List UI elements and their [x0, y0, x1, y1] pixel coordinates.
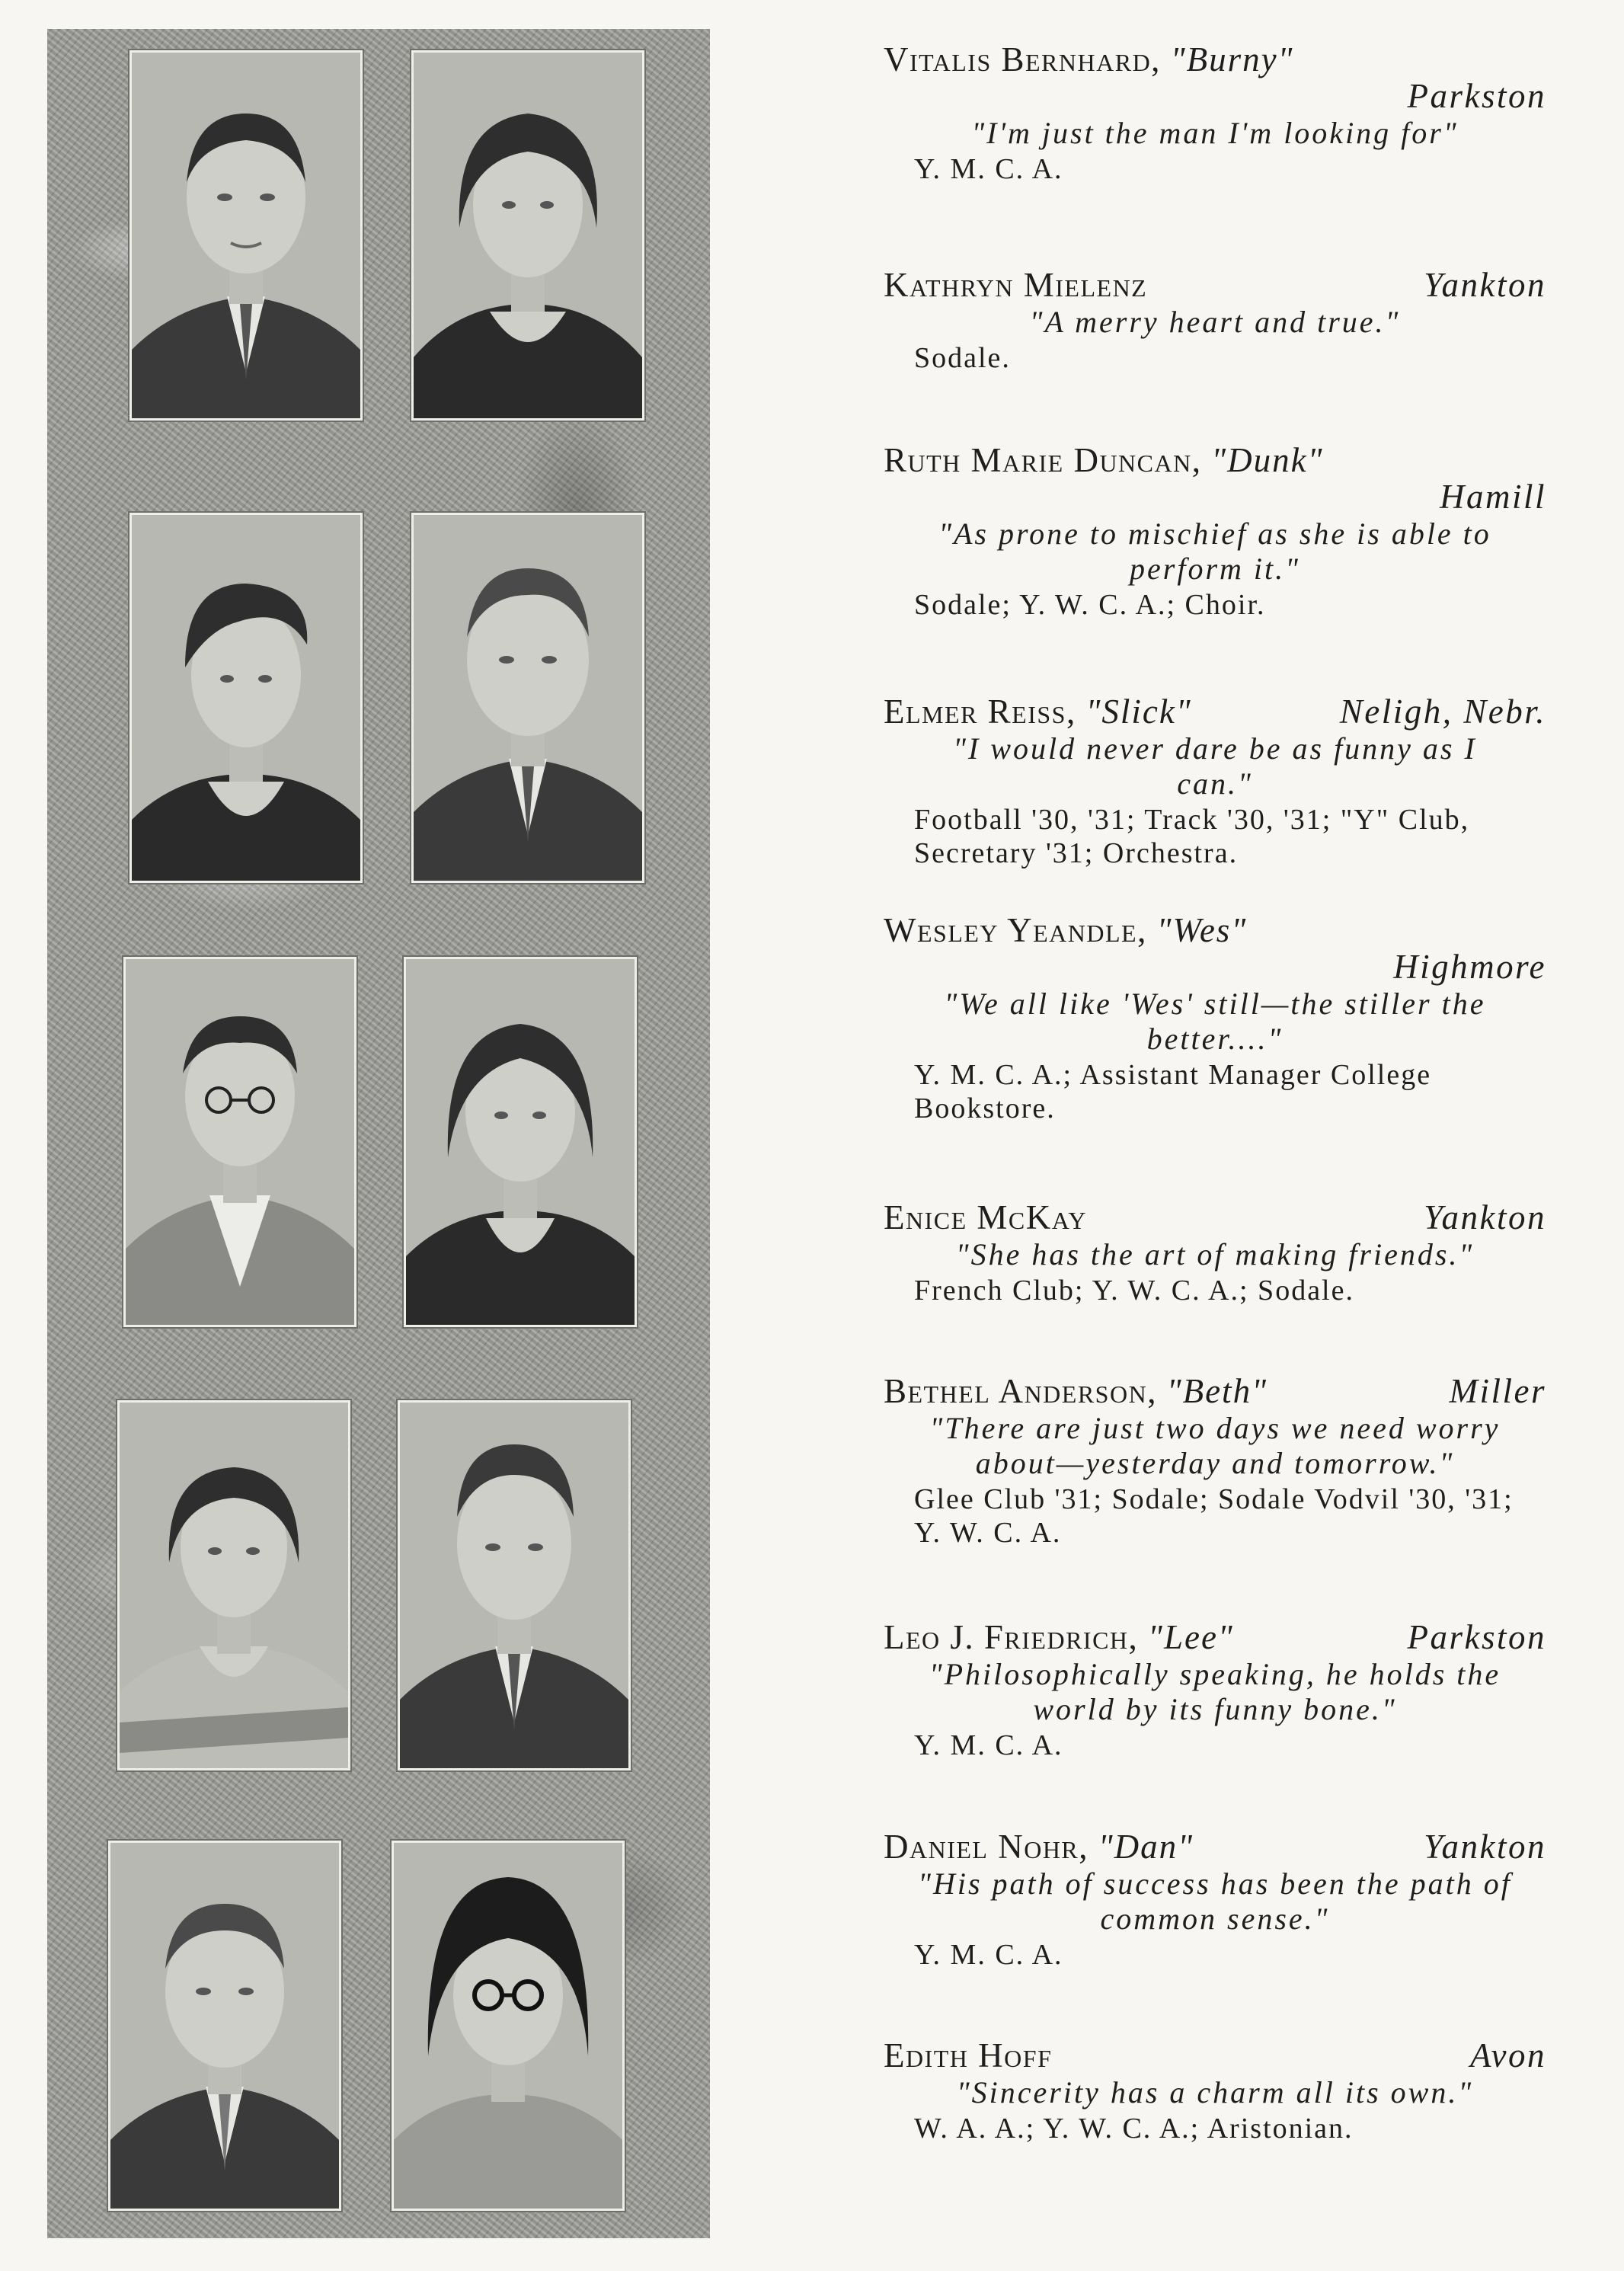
student-entry: [884, 1827, 1546, 1972]
student-name: Ruth Marie Duncan, "Dunk": [884, 441, 1324, 479]
student-nickname: "Burny": [1170, 40, 1294, 78]
student-quote: "I'm just the man I'm looking for": [971, 116, 1459, 150]
student-nickname: "Dan": [1098, 1828, 1194, 1866]
student-hometown: Yankton: [1424, 266, 1546, 304]
student-activities: W. A. A.; Y. W. C. A.; Aristonian.: [914, 2113, 1354, 2145]
student-quote: "His path of success has been the path of common sense.": [918, 1866, 1512, 1936]
student-activities: French Club; Y. W. C. A.; Sodale.: [914, 1275, 1354, 1307]
student-name: Enice McKay: [884, 1198, 1088, 1236]
student-name: Vitalis Bernhard, "Burny": [884, 40, 1294, 78]
student-entry: [884, 40, 1546, 186]
student-activities: Y. M. C. A.; Assistant Manager College Bookstore.: [914, 1059, 1432, 1124]
portrait-photo-3: [129, 513, 363, 883]
student-activities: Y. M. C. A.: [914, 1939, 1063, 1971]
portrait-photo-8: [398, 1400, 631, 1770]
student-activities: Sodale; Y. W. C. A.; Choir.: [914, 589, 1266, 621]
student-name: Edith Hoff: [884, 2036, 1053, 2074]
student-quote: "There are just two days we need worry about—yesterday and tomorrow.": [929, 1411, 1501, 1480]
portrait-photo-4: [411, 513, 644, 883]
student-entry: [884, 265, 1546, 375]
student-entry: [884, 1198, 1546, 1307]
student-quote: "As prone to mischief as she is able to perform it.": [938, 517, 1491, 586]
student-nickname: "Dunk": [1211, 441, 1324, 479]
student-nickname: "Slick": [1085, 692, 1192, 731]
student-entry: [884, 1371, 1546, 1550]
portrait-photo-10: [392, 1841, 625, 2211]
student-activities: Glee Club '31; Sodale; Sodale Vodvil '30, '31; Y. W. C. A.: [914, 1483, 1514, 1549]
student-name: Leo J. Friedrich, "Lee": [884, 1618, 1234, 1656]
student-hometown: Parkston: [1407, 1618, 1546, 1656]
student-entry: [884, 910, 1546, 1125]
portrait-photo-9: [108, 1841, 341, 2211]
student-activities: Y. M. C. A.: [914, 153, 1063, 185]
student-quote: "She has the art of making friends.": [955, 1237, 1475, 1271]
student-hometown: Neligh, Nebr.: [1339, 692, 1546, 731]
student-hometown: Yankton: [1424, 1198, 1546, 1236]
student-entry: [884, 2036, 1546, 2145]
student-entry: [884, 692, 1546, 870]
portrait-photo-2: [411, 50, 644, 421]
student-quote: "Philosophically speaking, he holds the world by its funny bone.": [929, 1657, 1501, 1726]
student-nickname: "Lee": [1148, 1618, 1234, 1656]
student-name: Elmer Reiss, "Slick": [884, 692, 1192, 731]
student-hometown: Parkston: [1407, 77, 1546, 115]
photo-column: [47, 29, 710, 2238]
student-nickname: "Beth": [1166, 1372, 1268, 1410]
student-nickname: "Wes": [1156, 911, 1248, 949]
portrait-photo-5: [123, 957, 356, 1327]
portrait-photo-7: [117, 1400, 350, 1770]
portrait-photo-6: [404, 957, 637, 1327]
student-name: Wesley Yeandle, "Wes": [884, 911, 1248, 949]
student-activities: Y. M. C. A.: [914, 1729, 1063, 1761]
student-quote: "A merry heart and true.": [1029, 305, 1401, 339]
student-hometown: Hamill: [1439, 478, 1546, 516]
student-name: Daniel Nohr, "Dan": [884, 1828, 1194, 1866]
student-entry: [884, 440, 1546, 622]
student-hometown: Miller: [1449, 1372, 1546, 1410]
student-hometown: Avon: [1470, 2036, 1546, 2074]
student-entry: [884, 1617, 1546, 1762]
student-activities: Football '30, '31; Track '30, '31; "Y" Club, Secretary '31; Orchestra.: [914, 804, 1470, 869]
student-activities: Sodale.: [914, 342, 1011, 374]
student-name: Bethel Anderson, "Beth": [884, 1372, 1268, 1410]
student-name: Kathryn Mielenz: [884, 266, 1148, 304]
student-hometown: Highmore: [1393, 948, 1546, 986]
student-quote: "I would never dare be as funny as I can.": [953, 731, 1477, 801]
student-quote: "Sincerity has a charm all its own.": [956, 2075, 1474, 2109]
student-hometown: Yankton: [1424, 1828, 1546, 1866]
student-quote: "We all like 'Wes' still—the stiller the better....": [944, 987, 1486, 1056]
portrait-photo-1: [129, 50, 363, 421]
